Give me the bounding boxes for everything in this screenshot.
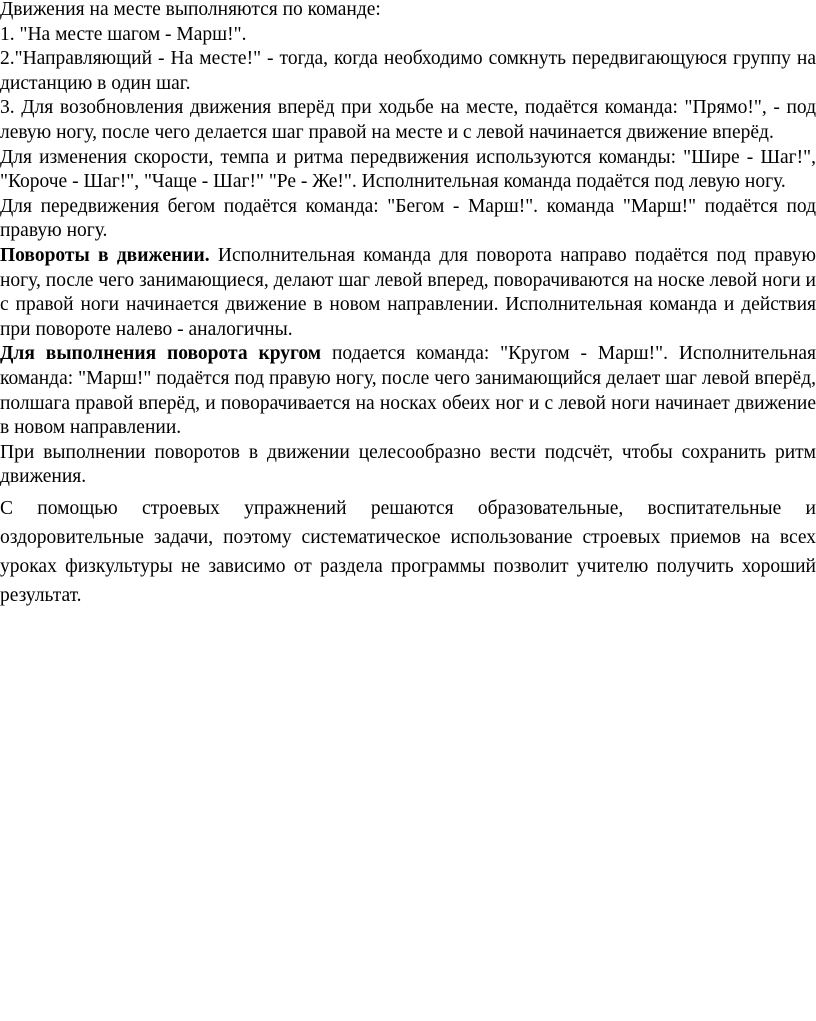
paragraph-turns-in-motion [0,244,816,342]
paragraph-counting: При выполнении поворотов в движении целесообразно вести подсчёт, чтобы сохранить ритм движения. [0,441,816,488]
turns-heading: Повороты в движении. [0,244,210,266]
turn-around-text: подается команда: "Кругом - Марш!". Исполнительная команда: "Марш!" подаётся под правую ногу, после чего занимающийся делает шаг левой вперёд, полшага правой вперёд, и поворачивается на носках обеих ног и с левой ноги начинает движение в новом направлении. [0,343,816,439]
paragraph-summary: С помощью строевых упражнений решаются образовательные, воспитательные и оздоровительные задачи, поэтому систематическое использование строевых приемов на всех уроках физкультуры не зависимо от раздела программы позволит учителю получить хороший результат. [0,497,816,607]
paragraph-item-3: 3. Для возобновления движения вперёд при ходьбе на месте, подаётся команда: "Прямо!", - под левую ногу, после чего делается шаг правой на месте и с левой начинается движение вперёд. [0,97,816,143]
paragraph-speed-change: Для изменения скорости, темпа и ритма передвижения используются команды: "Шире - Шаг!", "Короче - Шаг!", "Чаще - Шаг!" "Ре - Же!". Исполнительная команда подаётся под левую ногу. [0,146,816,193]
paragraph-turn-around [0,342,816,440]
paragraph-item-2: 2."Направляющий - На месте!" - тогда, когда необходимо сомкнуть передвигающуюся группу на дистанцию в один шаг. [0,48,816,94]
paragraph-running: Для передвижения бегом подаётся команда: "Бегом - Марш!". команда "Марш!" подаётся под правую ногу. [0,195,816,242]
paragraph-intro: Движения на месте выполняются по команде: [0,0,381,20]
turn-around-heading: Для выполнения поворота кругом [0,343,322,365]
turns-text: Исполнительная команда для поворота направо подаётся под правую ногу, после чего занимающиеся, делают шаг левой вперед, поворачиваются на носке левой ноги и с правой ноги начинается движение в новом направлении. Исполнительная команда и действия при повороте налево - аналогичны. [0,244,816,340]
paragraph-item-1: 1. "На месте шагом - Марш!". [0,23,247,45]
